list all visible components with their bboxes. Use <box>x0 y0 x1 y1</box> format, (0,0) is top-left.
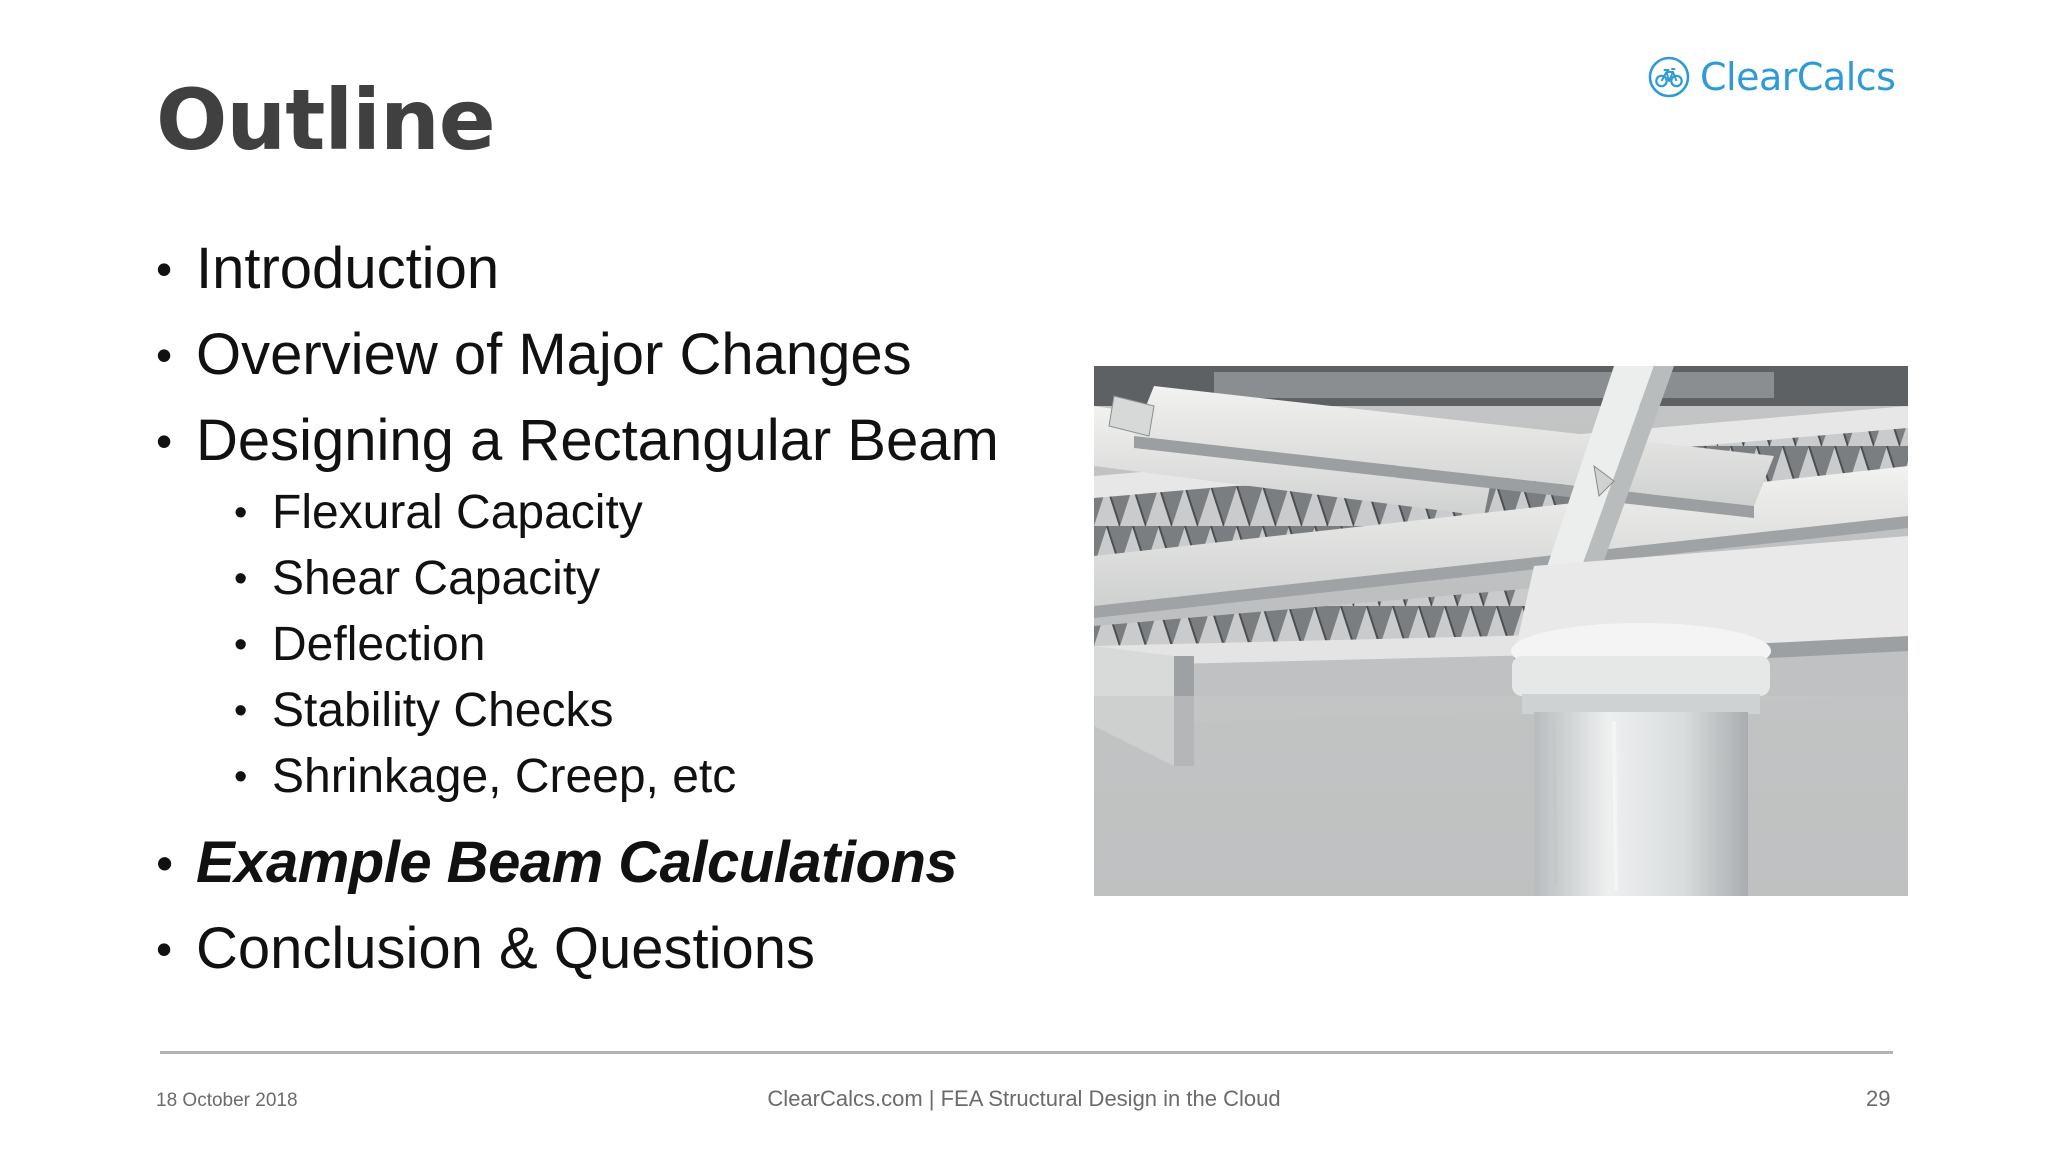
bullet-marker: • <box>156 837 172 889</box>
bullet-marker: • <box>156 243 173 295</box>
sub-bullet-text: Stability Checks <box>272 684 614 737</box>
sub-bullet-item <box>156 744 999 810</box>
sub-bullet-item <box>156 678 999 744</box>
bullet-text: Overview of Major Changes <box>196 322 912 387</box>
beam-column-photo <box>1094 366 1908 896</box>
bullet-marker: • <box>156 923 173 975</box>
sub-bullet-item <box>156 612 999 678</box>
logo-text: ClearCalcs <box>1700 55 1896 99</box>
bullet-item-current <box>156 820 999 906</box>
slide-title: Outline <box>156 71 495 169</box>
bullet-text: Conclusion & Questions <box>196 916 815 981</box>
bullet-item <box>156 226 999 312</box>
bullet-marker: • <box>156 329 173 381</box>
bullet-marker: • <box>156 415 173 467</box>
sub-bullet-marker: • <box>234 756 248 798</box>
bullet-item <box>156 906 999 992</box>
footer-tagline: ClearCalcs.com | FEA Structural Design in the Cloud <box>767 1086 1281 1111</box>
page-number: 29 <box>1866 1086 1891 1111</box>
sub-bullet-item <box>156 546 999 612</box>
sub-bullet-marker: • <box>234 690 248 732</box>
sub-bullet-marker: • <box>234 492 248 534</box>
bullet-text: Introduction <box>196 236 500 301</box>
bullet-item <box>156 398 999 484</box>
footer-divider <box>160 1051 1893 1054</box>
footer-date: 18 October 2018 <box>156 1090 298 1111</box>
sub-bullet-text: Shrinkage, Creep, etc <box>272 750 737 803</box>
bicycle-icon <box>1648 56 1690 98</box>
sub-bullet-text: Deflection <box>272 618 486 671</box>
sub-bullet-text: Shear Capacity <box>272 552 601 605</box>
bullet-text: Example Beam Calculations <box>196 830 958 895</box>
sub-bullet-marker: • <box>234 624 248 666</box>
sub-bullet-item <box>156 480 999 546</box>
bullet-text: Designing a Rectangular Beam <box>196 408 999 473</box>
bullet-item <box>156 312 999 398</box>
sub-bullet-text: Flexural Capacity <box>272 486 643 539</box>
outline-list <box>156 226 999 992</box>
sub-bullet-marker: • <box>234 558 248 600</box>
clearcalcs-logo <box>1648 56 1895 98</box>
